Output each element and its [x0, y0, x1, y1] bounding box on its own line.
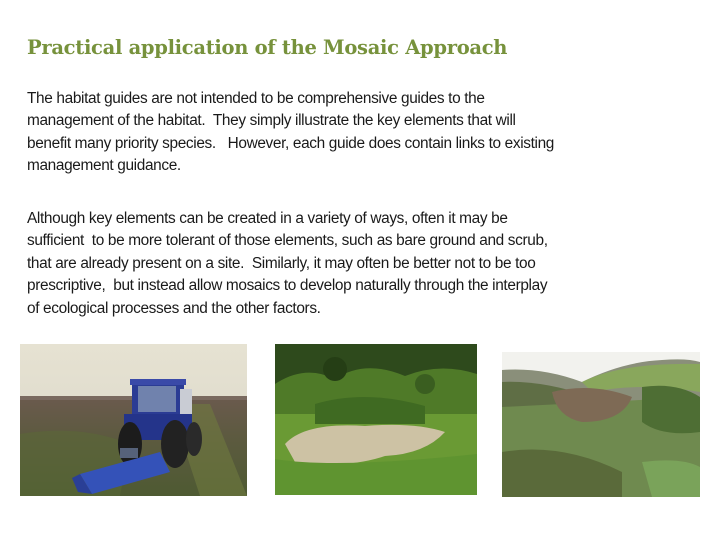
photo-bare-ground — [275, 344, 477, 495]
text-line: that are already present on a site. Similarly, it may often be better not to be too — [27, 254, 536, 272]
slide-title: Practical application of the Mosaic Approach — [27, 36, 508, 59]
text-line: sufficient to be more tolerant of those elements, such as bare ground and scrub, — [27, 232, 548, 250]
text-line: Although key elements can be created in a variety of ways, often it may be — [27, 210, 508, 227]
paragraph-key-elements — [27, 208, 717, 320]
text-line: management guidance. — [27, 157, 181, 175]
paragraph-habitat-guides — [27, 88, 717, 178]
photo-tractor-mowing — [20, 344, 247, 496]
text-line: of ecological processes and the other factors. — [27, 299, 321, 317]
text-line: management of the habitat. They simply illustrate the key elements that will — [27, 112, 516, 130]
text-line: prescriptive, but instead allow mosaics to develop naturally through the interplay — [27, 277, 548, 295]
text-line: The habitat guides are not intended to be comprehensive guides to the — [27, 90, 485, 107]
photo-heathland-valley — [502, 352, 700, 497]
text-line: benefit many priority species. However, each guide does contain links to existing — [27, 134, 555, 152]
